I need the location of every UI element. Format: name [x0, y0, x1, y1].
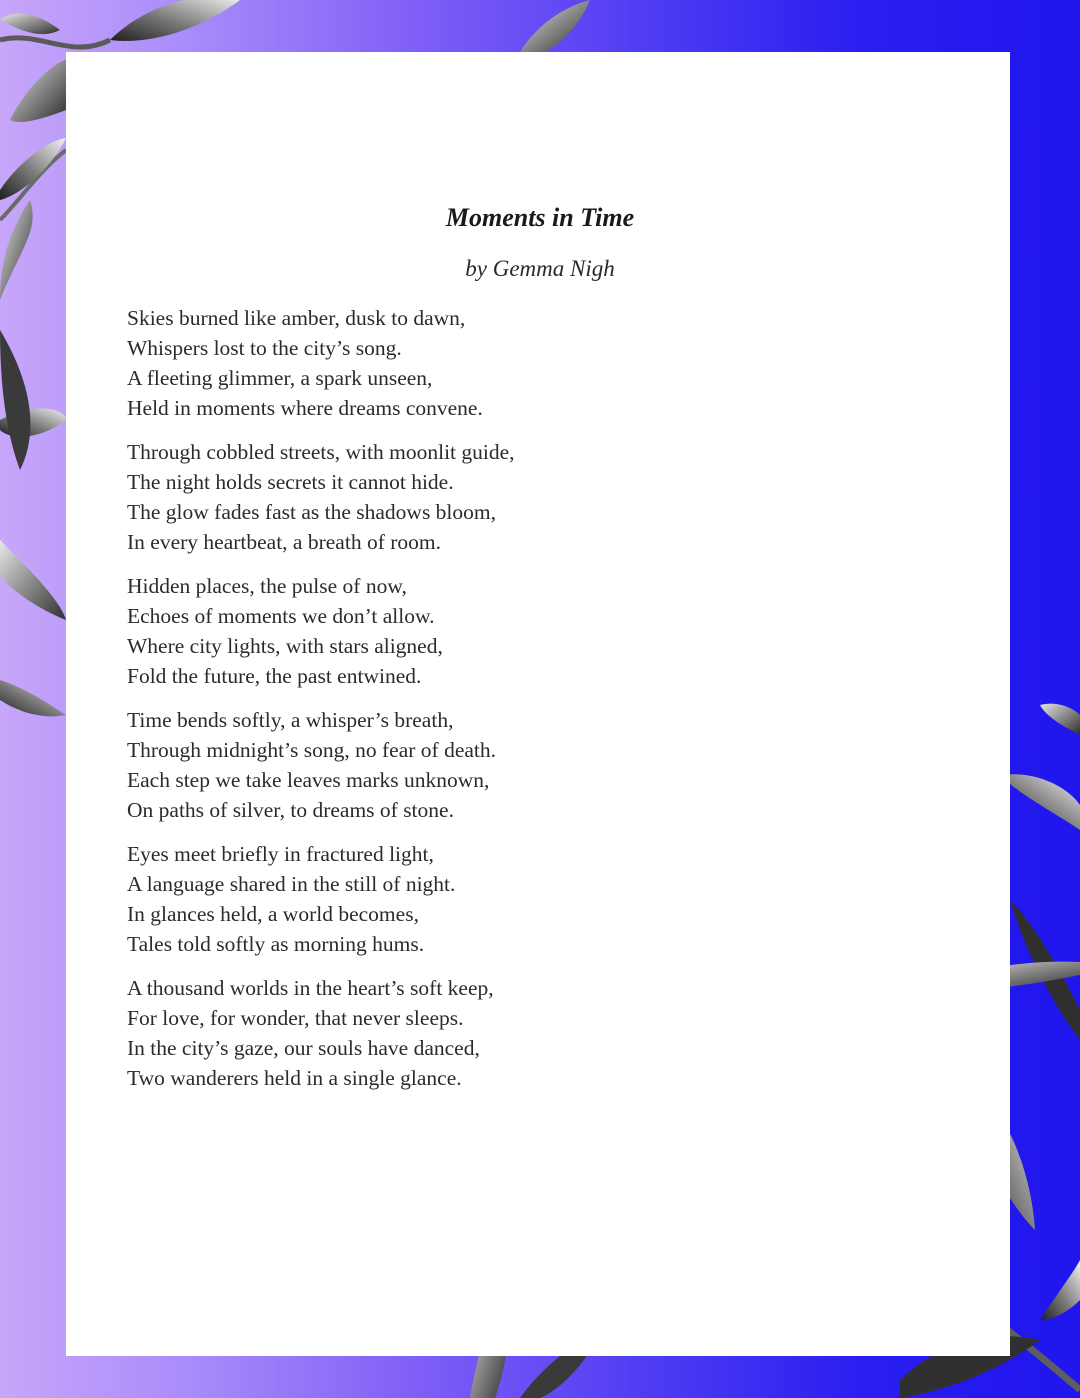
- poem-line: In every heartbeat, a breath of room.: [127, 530, 441, 554]
- poem-line: The glow fades fast as the shadows bloom,: [127, 500, 497, 524]
- poem-line: Whispers lost to the city’s song.: [127, 336, 402, 360]
- poem-line: The night holds secrets it cannot hide.: [127, 470, 454, 494]
- poem-line: Through cobbled streets, with moonlit guide,: [127, 440, 515, 464]
- poem-line: For love, for wonder, that never sleeps.: [127, 1006, 464, 1030]
- poem-body: [127, 303, 687, 1107]
- poem-title: Moments in Time: [445, 203, 635, 232]
- poem-line: A language shared in the still of night.: [127, 872, 456, 896]
- poem-line: Through midnight’s song, no fear of death.: [127, 738, 497, 762]
- stanza-3: [127, 571, 687, 691]
- poem-line: On paths of silver, to dreams of stone.: [127, 798, 454, 822]
- poem-line: Two wanderers held in a single glance.: [127, 1066, 462, 1090]
- stanza-2: [127, 437, 687, 557]
- poem-line: Eyes meet briefly in fractured light,: [127, 842, 434, 866]
- poem-line: A thousand worlds in the heart’s soft keep,: [127, 976, 494, 1000]
- stanza-5: [127, 839, 687, 959]
- poem-line: Fold the future, the past entwined.: [127, 664, 422, 688]
- poem-author: by Gemma Nigh: [465, 256, 615, 281]
- stanza-4: [127, 705, 687, 825]
- top-center-leaf: [520, 0, 590, 52]
- stanza-1: [127, 303, 687, 423]
- poem-line: Echoes of moments we don’t allow.: [127, 604, 435, 628]
- poem-line: Skies burned like amber, dusk to dawn,: [127, 306, 466, 330]
- poem-line: Held in moments where dreams convene.: [127, 396, 483, 420]
- poem-line: Tales told softly as morning hums.: [127, 932, 425, 956]
- poem-line: A fleeting glimmer, a spark unseen,: [127, 366, 433, 390]
- stanza-6: [127, 973, 687, 1093]
- poem-line: Where city lights, with stars aligned,: [127, 634, 443, 658]
- poem-line: Each step we take leaves marks unknown,: [127, 768, 490, 792]
- poem-line: In the city’s gaze, our souls have danced,: [127, 1036, 480, 1060]
- poem-line: In glances held, a world becomes,: [127, 902, 419, 926]
- poem-line: Hidden places, the pulse of now,: [127, 574, 407, 598]
- poem-line: Time bends softly, a whisper’s breath,: [127, 708, 454, 732]
